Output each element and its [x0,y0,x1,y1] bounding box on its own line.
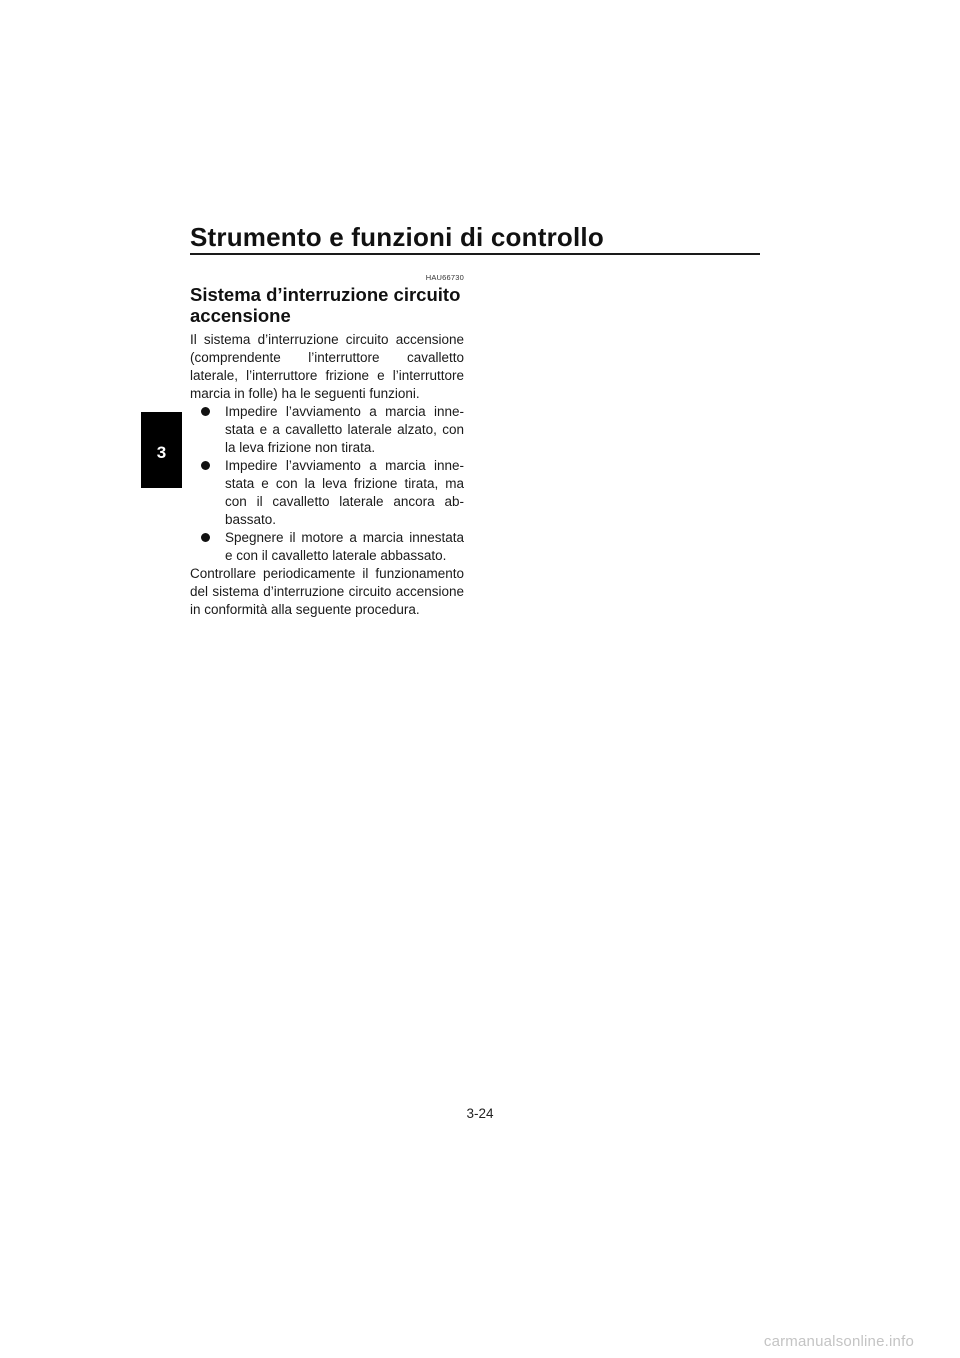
page-header-title: Strumento e funzioni di controllo [190,222,604,252]
page-number: 3-24 [466,1106,494,1121]
function-list [190,403,464,565]
bullet-icon [201,407,210,416]
section-title: Sistema d’interruzione circuito accensione [190,284,461,326]
content-column [190,273,464,619]
chapter-tab: 3 [141,412,182,488]
list-item-text: Impedire l’avviamento a marcia innestata e con la leva frizione tirata, ma con il cavalletto laterale ancora abbassato. [225,458,464,527]
bullet-icon [201,461,210,470]
list-item [190,403,464,457]
list-item-text: Spegnere il motore a marcia innestata e con il cavalletto laterale abbassato. [225,530,464,563]
header-divider [190,253,760,255]
list-item [190,457,464,529]
list-item-text: Impedire l’avviamento a marcia innestata e a cavalletto laterale alzato, con la leva frizione non tirata. [225,404,464,455]
list-item [190,529,464,565]
section-reference-code: HAU66730 [425,273,464,282]
bullet-icon [201,533,210,542]
watermark[interactable]: carmanualsonline.info [763,1333,914,1350]
section-intro-paragraph: Il sistema d’interruzione circuito accensione (comprendente l’interruttore cavalletto laterale, l’interruttore frizione e l’interruttore marcia in folle) ha le seguenti funzioni. [190,332,464,401]
section-closing-paragraph: Controllare periodicamente il funzionamento del sistema d’interruzione circuito accensione in conformità alla seguente procedura. [190,566,464,617]
